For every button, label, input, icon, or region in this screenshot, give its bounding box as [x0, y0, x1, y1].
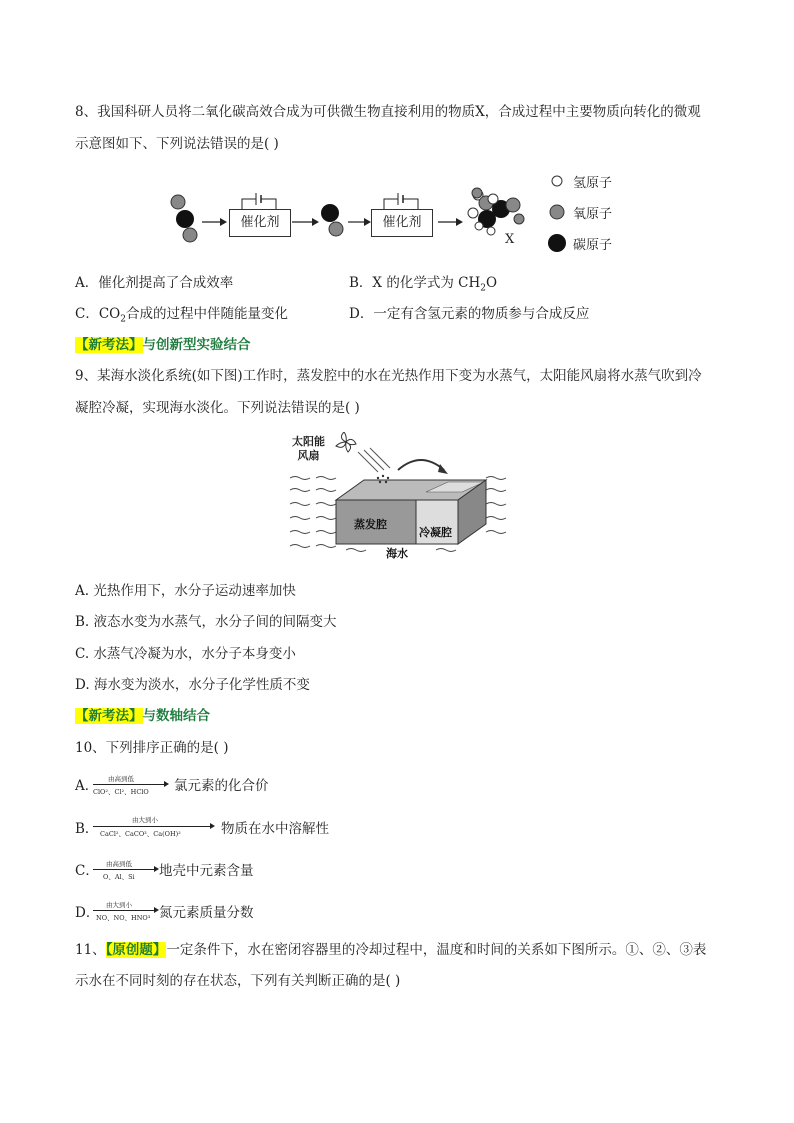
q8-option-b: B．X 的化学式为 $CH_2O$	[349, 275, 498, 294]
legend-hydrogen: 氢原子	[573, 176, 613, 191]
q10-option-c-items: O、Al、Si	[103, 873, 135, 881]
q9-stem-line2: 凝腔冷凝，实现海水淡化。下列说法错误的是( )	[75, 400, 360, 416]
q8-stem-line1: 8、我国科研人员将二氧化碳高效合成为可供微生物直接利用的物质X，合成过程中主要物质向转化的微观	[75, 104, 701, 120]
catalyst-box-1: 催化剂	[229, 209, 291, 237]
q10-option-b-order: 由大到小	[132, 816, 158, 824]
legend-oxygen: 氧原子	[573, 207, 613, 222]
q10-option-a-letter: A．	[75, 778, 99, 794]
legend-carbon: 碳原子	[573, 238, 613, 253]
q10-option-b-letter: B．	[75, 821, 99, 837]
q10-option-a-items: ClO²、Cl²、HClO	[93, 788, 149, 796]
section-heading-1: 【新考法】与创新型实验结合	[75, 337, 251, 353]
seawater-label: 海水	[386, 547, 408, 560]
q10-option-a-desc: 氯元素的化合价	[174, 778, 269, 794]
q10-option-b-desc: 物质在水中溶解性	[221, 821, 329, 837]
evaporation-chamber-label: 蒸发腔	[354, 518, 387, 531]
q8-option-a: A．催化剂提高了合成效率	[75, 275, 234, 291]
q10-option-c-desc: 地壳中元素含量	[159, 863, 254, 879]
section-heading-2: 【新考法】与数轴结合	[75, 708, 210, 724]
q10-stem: 10、下列排序正确的是( )	[75, 740, 229, 756]
q10-option-a-order: 由高到低	[108, 775, 134, 783]
q8-stem-line2: 示意图如下、下列说法错误的是( )	[75, 136, 279, 152]
q8-option-d: D．一定有含氢元素的物质参与合成反应	[349, 306, 590, 322]
q8-option-c: C．$CO_2$合成的过程中伴随能量变化	[75, 306, 288, 325]
x-molecule	[465, 183, 535, 243]
q10-option-d-axis	[93, 910, 155, 911]
q10-option-b-items: CaCl²、CaCO³、Ca(OH)²	[100, 830, 181, 838]
x-label: X	[505, 232, 515, 247]
q10-option-d-items: NO、NO、HNO³	[96, 914, 151, 922]
q10-option-d-letter: D．	[75, 905, 100, 921]
q10-option-c-axis	[93, 869, 155, 870]
q10-option-a-axis	[93, 784, 165, 785]
solar-fan-label: 太阳能 风扇	[292, 435, 325, 462]
legend-icons	[545, 170, 569, 260]
q10-option-c-order: 由高到低	[106, 860, 132, 868]
q10-option-d-order: 由大到小	[106, 901, 132, 909]
q10-option-d-desc: 氮元素质量分数	[159, 905, 254, 921]
q11-stem-line2: 示水在不同时刻的存在状态，下列有关判断正确的是( )	[75, 973, 401, 989]
q10-option-b-axis	[93, 826, 211, 827]
q9-option-d: D. 海水变为淡水，水分子化学性质不变	[75, 677, 310, 693]
q9-option-b: B. 液态水变为水蒸气，水分子间的间隔变大	[75, 614, 337, 630]
q8-molecule-diagram	[160, 175, 500, 255]
q9-stem-line1: 9、某海水淡化系统(如下图)工作时，蒸发腔中的水在光热作用下变为水蒸气，太阳能风扇将水蒸气吹到冷	[75, 368, 702, 384]
q11-stem-line1: 11、【原创题】一定条件下，水在密闭容器里的冷却过程中，温度和时间的关系如下图所示。①、②、③表	[75, 942, 707, 958]
q10-option-c-letter: C．	[75, 863, 99, 879]
catalyst-box-2: 催化剂	[371, 209, 433, 237]
q9-option-a: A. 光热作用下，水分子运动速率加快	[75, 583, 296, 599]
q9-option-c: C. 水蒸气冷凝为水，水分子本身变小	[75, 646, 296, 662]
condensation-chamber-label: 冷凝腔	[419, 526, 452, 539]
